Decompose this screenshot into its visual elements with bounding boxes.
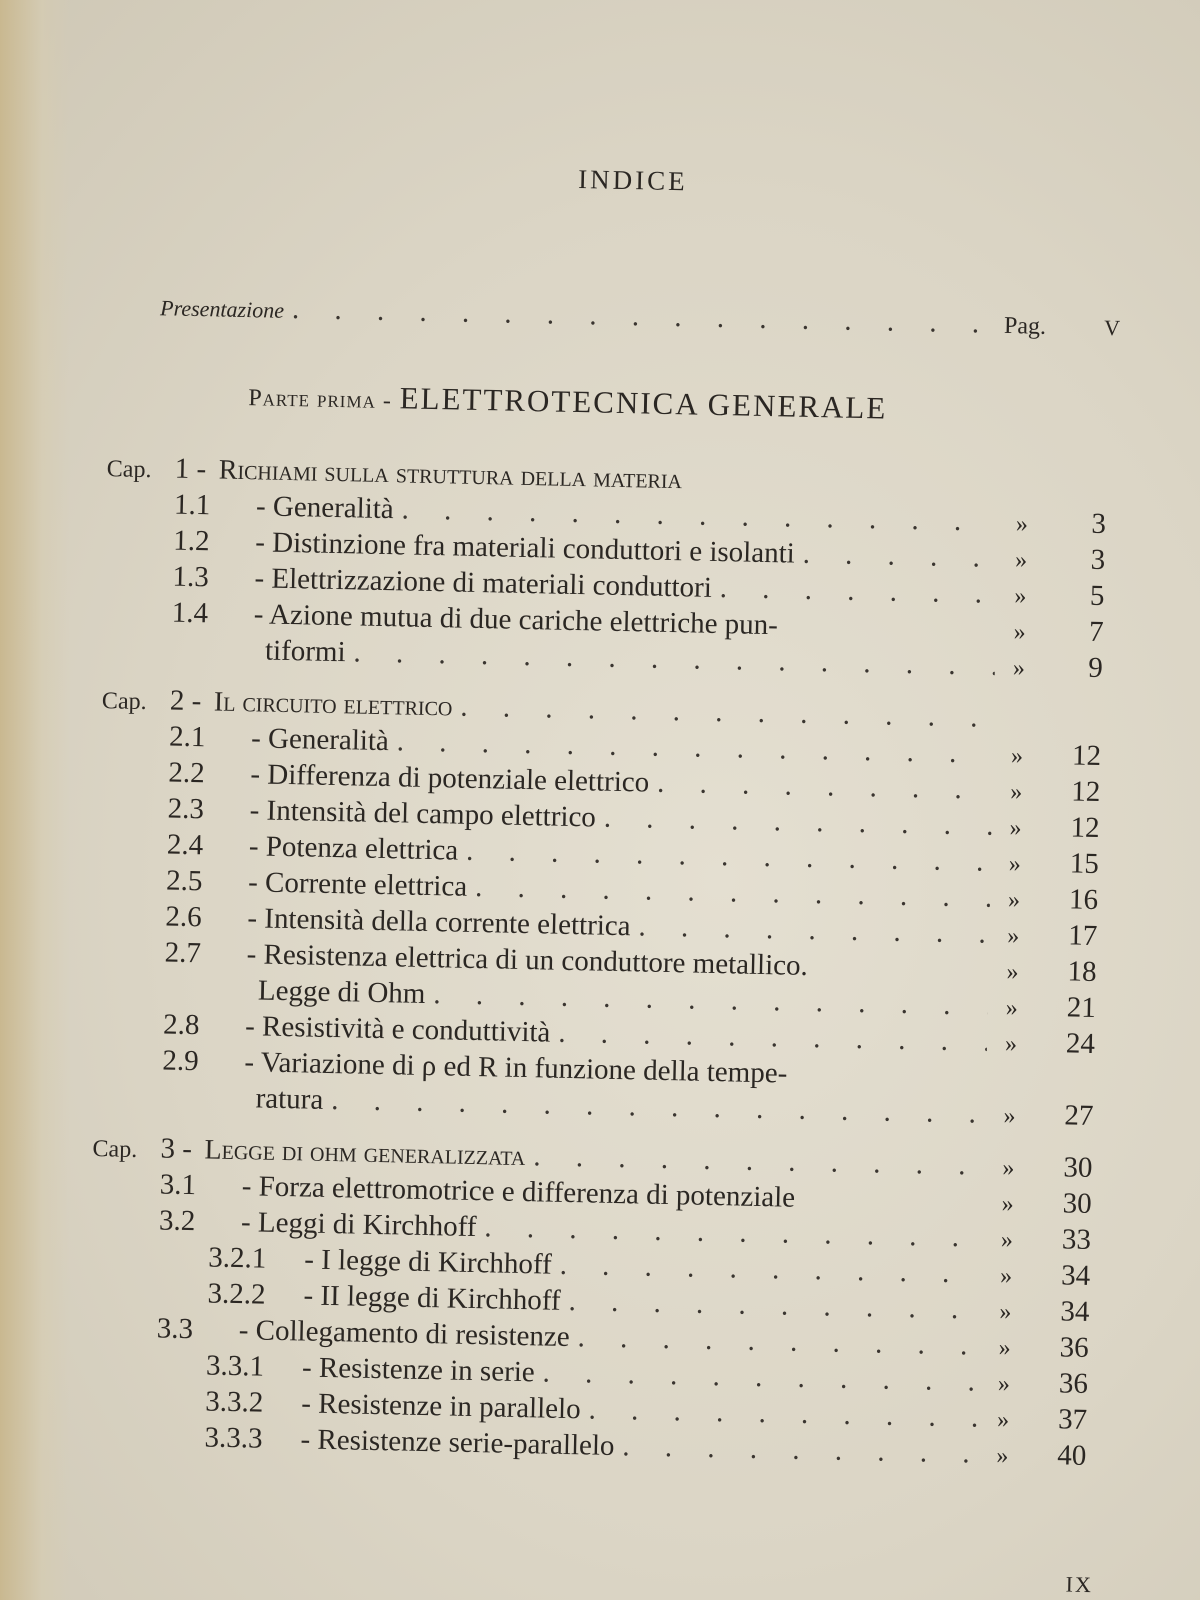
section-title: - II legge di Kirchhoff [303, 1279, 561, 1317]
ditto-mark [986, 1087, 1034, 1088]
page-number [1042, 728, 1102, 729]
part-heading [248, 377, 1049, 430]
page-number: 16 [1068, 883, 1099, 917]
section-number: 2.3 [167, 792, 205, 826]
page-number: 24 [1065, 1027, 1096, 1060]
ditto-mark: » [1009, 815, 1022, 842]
section-title: ratura [255, 1082, 324, 1116]
section-number: 2.5 [165, 864, 203, 898]
page-number: 30 [1062, 1187, 1092, 1220]
ditto-mark: » [1006, 923, 1020, 950]
section-number: 3.2.1 [207, 1241, 267, 1275]
section-title: - Generalità [255, 490, 395, 526]
section-number: 2.7 [164, 936, 202, 970]
leader-dots [596, 802, 992, 843]
page-number: 33 [1061, 1223, 1092, 1256]
section-title: - Generalità [250, 722, 390, 758]
section-number: 3.3.1 [205, 1349, 265, 1383]
section-title: tiformi [264, 634, 346, 669]
page-number: 7 [1088, 615, 1104, 649]
section-number: 2.8 [162, 1008, 200, 1042]
section-number: 2.6 [165, 900, 203, 934]
ditto-mark: » [1015, 511, 1029, 538]
ditto-mark: » [1008, 851, 1022, 878]
section-title: - Collegamento di resistenze [238, 1314, 571, 1354]
page-title: INDICE [577, 163, 689, 197]
page-number: 27 [1064, 1099, 1094, 1132]
section-title: - Resistenze in parallelo [300, 1387, 582, 1426]
page-number: 15 [1069, 847, 1100, 881]
cap-label: Cap. [101, 688, 147, 716]
section-number: 2.2 [168, 756, 206, 790]
ditto-mark: » [1000, 1227, 1014, 1254]
section-number: 2.9 [162, 1044, 200, 1078]
ditto-mark: » [1013, 619, 1026, 646]
section-title: - Distinzione fra materiali conduttori e isolanti [254, 526, 796, 570]
chapter-title: Richiami sulla struttura della materia [218, 454, 683, 496]
section-number: 1.3 [172, 560, 210, 594]
ditto-mark: » [998, 1335, 1011, 1362]
page-number: 36 [1058, 1367, 1089, 1400]
page-number: 30 [1063, 1151, 1093, 1184]
ditto-mark: » [996, 1443, 1009, 1470]
section-number: 2.4 [166, 828, 204, 862]
page-number: 40 [1057, 1439, 1087, 1472]
ditto-mark: » [1014, 583, 1027, 610]
cap-label: Cap. [92, 1136, 138, 1163]
page-number [1034, 1088, 1094, 1089]
page-number: 36 [1059, 1331, 1089, 1364]
leader-dots [580, 1393, 979, 1434]
leader-dots [649, 767, 993, 807]
leader-dots [284, 293, 991, 341]
page-number: 34 [1060, 1295, 1090, 1328]
chapter-title: Legge di ohm generalizzata [204, 1134, 526, 1173]
section-number: 3.1 [159, 1168, 197, 1202]
page-number: 12 [1071, 739, 1102, 773]
section-number: 3.3.2 [204, 1385, 264, 1419]
ditto-mark: » [1005, 995, 1018, 1022]
ditto-mark: » [1009, 779, 1023, 806]
part-title: ELETTROTECNICA GENERALE [399, 380, 888, 426]
section-number: 3.2.2 [207, 1277, 266, 1311]
page-number: 12 [1070, 775, 1101, 809]
section-title: - Differenza di potenziale elettrico [250, 758, 650, 799]
chapter-title: Il circuito elettrico [213, 686, 453, 723]
section-number: 3 - [160, 1132, 193, 1166]
ditto-mark: » [1014, 547, 1028, 574]
ditto-mark: » [1007, 887, 1021, 914]
page-number: 9 [1088, 651, 1104, 685]
ditto-mark: » [1010, 743, 1024, 770]
section-number: 3.3 [156, 1312, 194, 1346]
section-title: - Forza elettromotrice e differenza di potenziale [241, 1170, 796, 1214]
presentazione-entry[interactable] [160, 290, 1121, 346]
section-number [103, 656, 253, 659]
ditto-mark: » [999, 1299, 1012, 1326]
page-number: 21 [1066, 991, 1097, 1025]
page-number: V [1103, 315, 1121, 341]
section-number: 1 - [174, 452, 207, 486]
section-title: - Potenza elettrica [248, 830, 459, 867]
section-number: 1.2 [172, 524, 210, 558]
page-number: 34 [1060, 1259, 1091, 1292]
ditto-mark: » [1001, 1191, 1014, 1218]
page-number: 37 [1057, 1403, 1088, 1436]
ditto-mark: » [1003, 1103, 1016, 1130]
pag-label: Pag. [1003, 312, 1047, 340]
section-title: - Intensità del campo elettrico [249, 794, 597, 834]
section-number: 3.3.3 [204, 1421, 263, 1455]
section-title: - Intensità della corrente elettrica [247, 902, 631, 943]
page-number: 5 [1089, 579, 1105, 613]
section-number [96, 996, 246, 999]
ditto-mark: » [1012, 655, 1026, 682]
ditto-mark [994, 727, 1042, 728]
section-number: 2.1 [168, 720, 206, 754]
page-number: 18 [1067, 955, 1097, 989]
ditto-mark [998, 495, 1046, 496]
section-number: 3.2 [158, 1204, 196, 1238]
ditto-mark: » [999, 1263, 1013, 1290]
ditto-mark: » [1004, 1031, 1018, 1058]
ditto-mark: » [997, 1371, 1011, 1398]
section-title: Legge di Ohm [257, 974, 426, 1010]
page-number: 17 [1067, 919, 1098, 953]
leader-dots [630, 910, 989, 951]
presentazione-label: Presentazione [159, 295, 285, 323]
section-title: - Elettrizzazione di materiali conduttori [254, 562, 713, 604]
section-title: - I legge di Kirchhoff [303, 1243, 553, 1281]
section-title: - Corrente elettrica [247, 866, 468, 903]
leader-dots [794, 538, 997, 575]
page-number: 3 [1091, 507, 1107, 541]
section-title: - Variazione di ρ ed R in funzione della tempe- [244, 1046, 788, 1090]
section-number: 1.1 [173, 488, 211, 522]
page-number [1046, 496, 1106, 497]
ditto-mark: » [1006, 959, 1019, 986]
section-title: - Resistenza elettrica di un conduttore metallico. [246, 938, 809, 982]
leader-dots [614, 1430, 979, 1471]
leader-dots [711, 572, 996, 611]
section-number: 2 - [169, 684, 202, 718]
folio-number: IX [1065, 1571, 1094, 1598]
page-number: 12 [1070, 811, 1100, 845]
section-title: - Resistenze serie-parallelo [300, 1423, 615, 1463]
leader-dots [525, 1140, 985, 1183]
ditto-mark: » [1002, 1155, 1015, 1182]
cap-label: Cap. [106, 456, 152, 484]
section-title: - Resistenze in serie [301, 1351, 536, 1389]
section-number [94, 1104, 244, 1107]
page-number: 3 [1090, 543, 1106, 577]
section-title: - Leggi di Kirchhoff [240, 1206, 477, 1244]
section-title: - Azione mutua di due cariche elettriche pun- [253, 598, 779, 642]
table-of-contents [86, 451, 1107, 1476]
section-title: - Resistività e conduttività [244, 1010, 551, 1049]
section-number: 1.4 [171, 596, 209, 630]
ditto-mark: » [996, 1407, 1010, 1434]
part-prefix: Parte prima - [248, 385, 393, 415]
